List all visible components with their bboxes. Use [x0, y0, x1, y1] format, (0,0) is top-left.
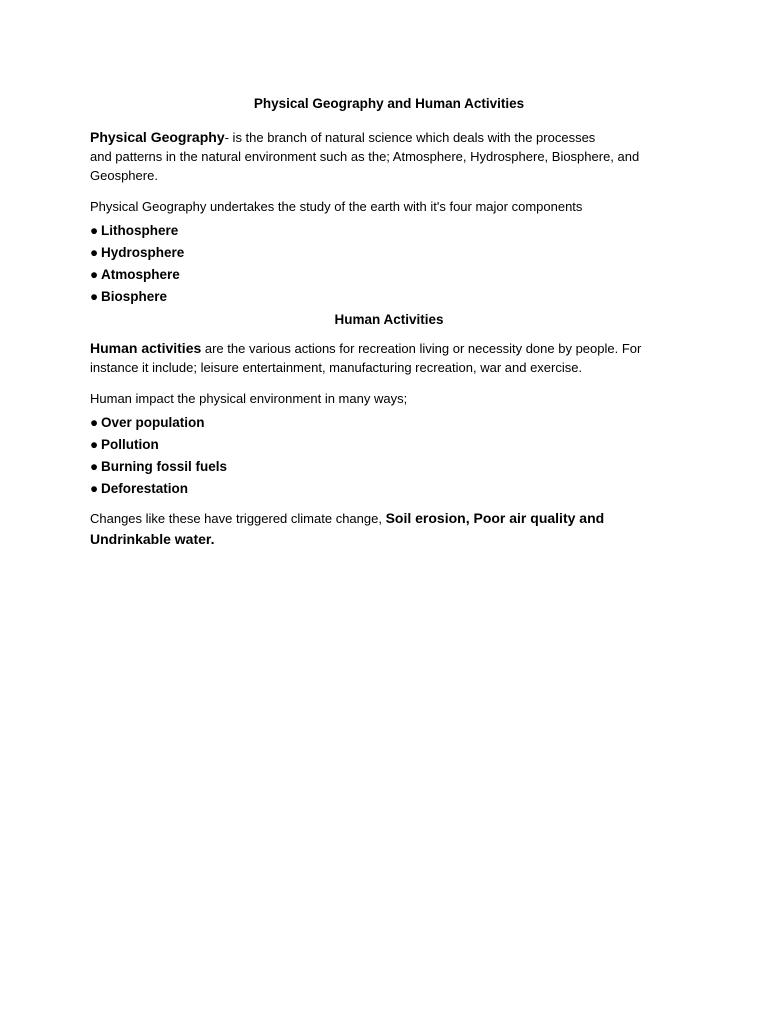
human-activities-definition-text: are the various actions for recreation living or necessity done by people. For instance it include; leisure entertainment, manufacturing recreation, war and exercise. — [90, 341, 642, 375]
conclusion-emphasis: Soil erosion, Poor air quality and Undrinkable water. — [90, 510, 605, 547]
human-impact-intro: Human impact the physical environment in many ways; — [90, 391, 408, 406]
bullet-icon: ● — [90, 415, 99, 430]
impact-label: Over population — [101, 415, 205, 430]
physical-geography-intro: Physical Geography undertakes the study of the earth with it's four major components — [90, 199, 583, 214]
physical-geography-definition-text: - is the branch of natural science which deals with the processes — [224, 130, 596, 145]
list-item — [90, 220, 688, 242]
list-item — [90, 412, 688, 434]
physical-geography-definition-continued: and patterns in the natural environment such as the; Atmosphere, Hydrosphere, Biosphere, and Geosphere. — [90, 149, 640, 183]
list-item — [90, 264, 688, 286]
list-item — [90, 478, 688, 500]
component-label: Lithosphere — [101, 223, 179, 238]
physical-geography-term: Physical Geography — [90, 129, 225, 145]
list-item — [90, 456, 688, 478]
physical-geography-definition — [90, 128, 688, 185]
bullet-icon: ● — [90, 459, 99, 474]
human-activities-definition — [90, 339, 688, 377]
bullet-icon: ● — [90, 267, 99, 282]
document-body — [90, 94, 688, 562]
human-activities-heading: Human Activities — [334, 312, 444, 327]
impact-label: Deforestation — [101, 481, 189, 496]
list-item — [90, 434, 688, 456]
human-activities-term: Human activities — [90, 340, 202, 356]
impact-label: Burning fossil fuels — [101, 459, 228, 474]
bullet-icon: ● — [90, 245, 99, 260]
document-title: Physical Geography and Human Activities — [253, 96, 525, 111]
impact-label: Pollution — [101, 437, 159, 452]
component-label: Hydrosphere — [101, 245, 185, 260]
list-item — [90, 242, 688, 264]
conclusion-paragraph — [90, 508, 688, 550]
components-list — [90, 220, 688, 308]
bullet-icon: ● — [90, 289, 99, 304]
list-item — [90, 286, 688, 308]
bullet-icon: ● — [90, 437, 99, 452]
component-label: Atmosphere — [101, 267, 180, 282]
bullet-icon: ● — [90, 481, 99, 496]
impacts-list — [90, 412, 688, 500]
component-label: Biosphere — [101, 289, 168, 304]
bullet-icon: ● — [90, 223, 99, 238]
conclusion-text: Changes like these have triggered climate change, — [90, 511, 386, 526]
